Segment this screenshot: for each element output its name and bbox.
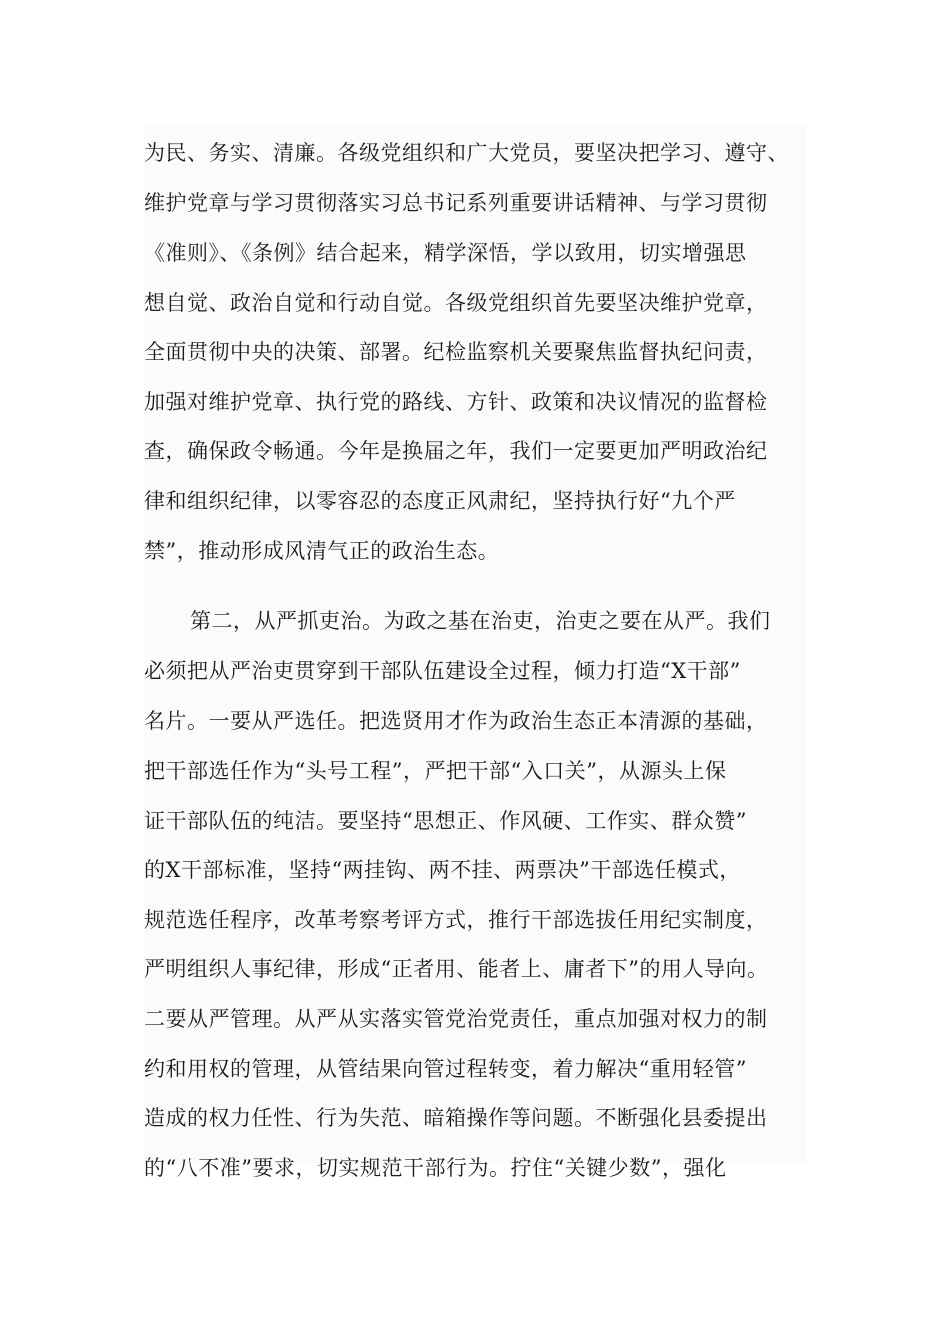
paragraph-1-line-6: 加强对维护党章、执行党的路线、方针、政策和决议情况的监督检 (144, 390, 768, 414)
paragraph-1-line-5: 全面贯彻中央的决策、部署。纪检监察机关要聚焦监督执纪问责， (144, 340, 768, 364)
paragraph-2-line-1: 第二，从严抓吏治。为政之基在治吏，治吏之要在从严。我们 (190, 609, 771, 633)
paragraph-2-line-2: 必须把从严治吏贯穿到干部队伍建设全过程，倾力打造“X干部” (144, 659, 741, 683)
paragraph-2-line-11: 造成的权力任性、行为失范、暗箱操作等问题。不断强化县委提出 (144, 1106, 768, 1130)
paragraph-2-line-7: 规范选任程序，改革考察考评方式，推行干部选拔任用纪实制度， (144, 908, 768, 932)
paragraph-1-line-9: 禁”，推动形成风清气正的政治生态。 (144, 539, 500, 563)
paragraph-1-line-4: 想自觉、政治自觉和行动自觉。各级党组织首先要坚决维护党章， (144, 291, 768, 315)
paragraph-1-line-8: 律和组织纪律，以零容忍的态度正风肃纪，坚持执行好“九个严 (144, 489, 736, 513)
document-body (144, 126, 806, 1180)
paragraph-2-line-8: 严明组织人事纪律，形成“正者用、能者上、庸者下”的用人导向。 (144, 957, 769, 981)
paragraph-1-line-2: 维护党章与学习贯彻落实习总书记系列重要讲话精神、与学习贯彻 (144, 191, 768, 215)
paragraph-2-line-10: 约和用权的管理，从管结果向管过程转变，着力解决“重用轻管” (144, 1057, 747, 1081)
paragraph-1-line-7: 查，确保政令畅通。今年是换届之年，我们一定要更加严明政治纪 (144, 439, 768, 463)
paragraph-2-line-12: 的“八不准”要求，切实规范干部行为。拧住“关键少数”，强化 (144, 1156, 727, 1180)
paragraph-2-line-5: 证干部队伍的纯洁。要坚持“思想正、作风硬、工作实、群众赞” (144, 809, 747, 833)
paragraph-2-line-4: 把干部选任作为“头号工程”，严把干部“入口关”，从源头上保 (144, 759, 727, 783)
paragraph-2-line-6: 的X干部标准，坚持“两挂钩、两不挂、两票决”干部选任模式， (144, 858, 741, 882)
paragraph-2-line-9: 二要从严管理。从严从实落实管党治党责任，重点加强对权力的制 (144, 1007, 768, 1031)
paragraph-2-line-3: 名片。一要从严选任。把选贤用才作为政治生态正本清源的基础， (144, 709, 768, 733)
paragraph-1-line-3: 《准则》、《条例》结合起来，精学深悟，学以致用，切实增强思 (144, 241, 747, 265)
paragraph-1-line-1: 为民、务实、清廉。各级党组织和广大党员，要坚决把学习、遵守、 (144, 141, 789, 165)
